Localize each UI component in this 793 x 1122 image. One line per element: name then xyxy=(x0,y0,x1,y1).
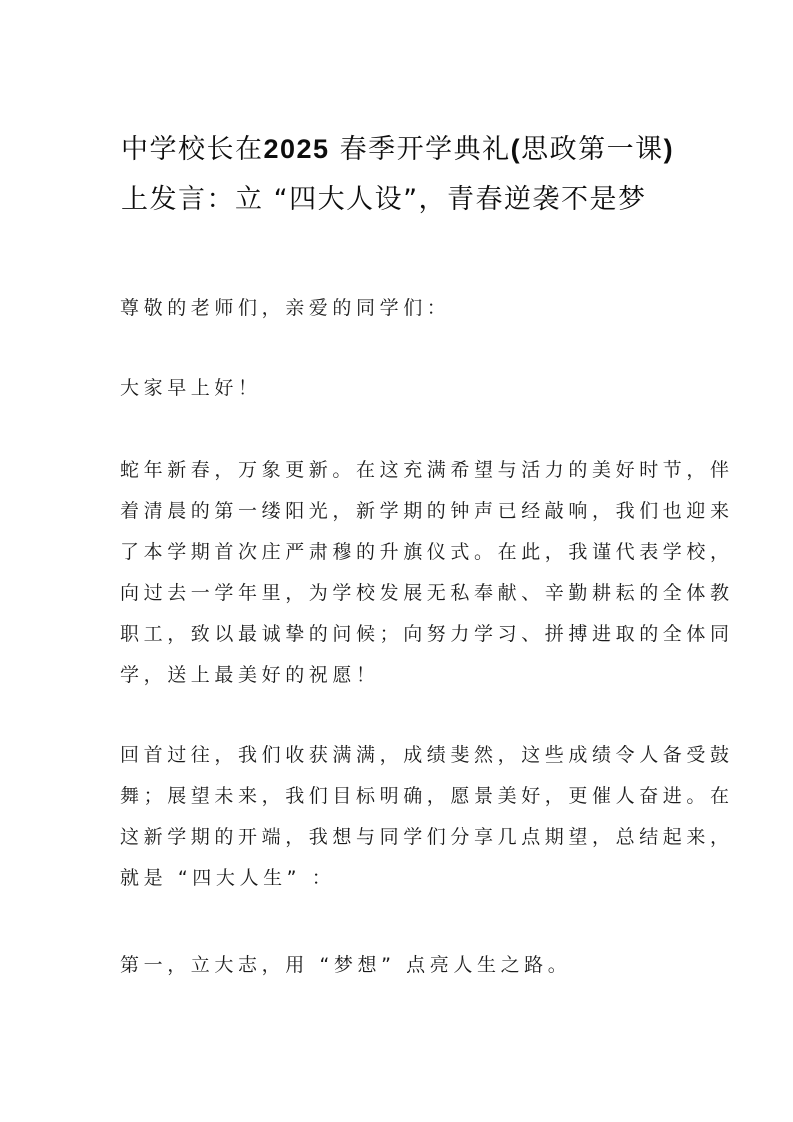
title-paren-text: 思政第一课 xyxy=(521,134,664,165)
greeting-paragraph xyxy=(120,368,685,409)
paragraph-line: 就是 “四大人生” ： xyxy=(120,867,336,889)
first-point-heading xyxy=(120,945,685,986)
salutation-paragraph xyxy=(120,288,685,329)
document-title xyxy=(121,124,701,225)
paragraph-line: 第一，立大志，用 “梦想” 点亮人生之路。 xyxy=(120,954,572,976)
paragraph-line: 职工，致以最诚挚的问候；向努力学习、拼搏进取的全体同 xyxy=(120,623,734,645)
paragraph-line: 舞；展望未来，我们目标明确，愿景美好，更催人奋进。在 xyxy=(120,785,734,807)
paragraph-line: 大家早上好！ xyxy=(120,377,262,399)
title-year: 2025 xyxy=(263,134,330,164)
paragraph-line: 蛇年新春，万象更新。在这充满希望与活力的美好时节，伴 xyxy=(120,459,734,481)
title-line-2: 上发言：立 “四大人设”，青春逆袭不是梦 xyxy=(121,184,647,215)
title-close-paren: ) xyxy=(663,134,675,164)
opening-paragraph xyxy=(120,450,734,696)
title-line-1 xyxy=(121,124,701,175)
title-prefix: 中学校长在 xyxy=(121,134,264,165)
paragraph-line: 学，送上最美好的祝愿！ xyxy=(120,664,380,686)
review-paragraph xyxy=(120,735,734,899)
title-open-paren: ( xyxy=(510,134,522,164)
paragraph-line: 了本学期首次庄严肃穆的升旗仪式。在此，我谨代表学校， xyxy=(120,541,734,563)
paragraph-line: 尊敬的老师们，亲爱的同学们： xyxy=(120,297,451,319)
title-event: 春季开学典礼 xyxy=(339,134,511,165)
paragraph-line: 着清晨的第一缕阳光，新学期的钟声已经敲响，我们也迎来 xyxy=(120,500,734,522)
paragraph-line: 这新学期的开端，我想与同学们分享几点期望，总结起来， xyxy=(120,826,734,848)
paragraph-line: 回首过往，我们收获满满，成绩斐然，这些成绩令人备受鼓 xyxy=(120,744,734,766)
paragraph-line: 向过去一学年里，为学校发展无私奉献、辛勤耕耘的全体教 xyxy=(120,582,734,604)
